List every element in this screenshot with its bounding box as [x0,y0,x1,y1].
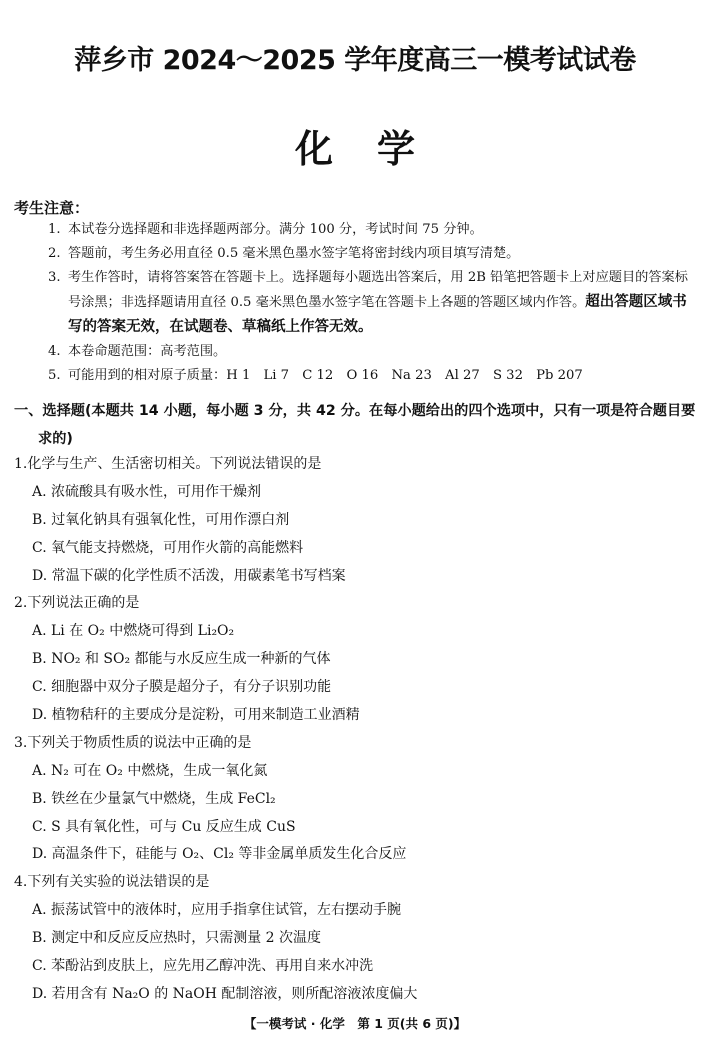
answer-option: A. 振荡试管中的液体时，应用手指拿住试管，左右摆动手腕 [32,902,402,919]
answer-option: C. 细胞器中双分子膜是超分子，有分子识别功能 [32,679,332,696]
question [14,730,698,869]
notice-number: 2. [48,246,61,261]
subject-title: 化学 [294,127,459,171]
question-list [14,451,698,1009]
question [14,590,698,729]
notice-text: 本试卷分选择题和非选择题两部分。满分 100 分，考试时间 75 分钟。 [68,222,483,237]
answer-option: C. 苯酚沾到皮肤上，应先用乙醇冲洗、再用自来水冲洗 [32,958,374,975]
answer-option: B. 测定中和反应反应热时，只需测量 2 次温度 [32,930,321,947]
notice-item [48,266,698,340]
exam-title: 萍乡市 2024～2025 学年度高三一模考试试卷 [74,45,636,76]
answer-option: B. 过氧化钠具有强氧化性，可用作漂白剂 [32,511,290,528]
question [14,451,698,590]
question-stem: 1.化学与生产、生活密切相关。下列说法错误的是 [14,456,322,472]
answer-option: B. 铁丝在少量氯气中燃烧，生成 FeCl₂ [32,790,276,807]
answer-option: A. 浓硫酸具有吸水性，可用作干燥剂 [32,483,262,500]
notice-heading: 考生注意： [14,199,90,217]
section-heading [14,397,698,453]
question-stem: 2.下列说法正确的是 [14,595,140,612]
notice-list [48,218,698,388]
notice-number: 4. [48,344,61,359]
notice-item [48,340,698,364]
answer-option: D. 若用含有 Na₂O 的 NaOH 配制溶液，则所配溶液浓度偏大 [32,985,418,1002]
notice-item [48,364,698,388]
answer-option: C. 氧气能支持燃烧，可用作火箭的高能燃料 [32,539,304,556]
notice-number: 1. [48,222,61,237]
answer-option: D. 植物秸秆的主要成分是淀粉，可用来制造工业酒精 [32,707,360,724]
notice-text: 本卷命题范围：高考范围。 [68,344,227,359]
notice-text: 答题前，考生务必用直径 0.5 毫米黑色墨水签字笔将密封线内项目填写清楚。 [68,246,520,261]
answer-option: D. 常温下碳的化学性质不活泼，用碳素笔书写档案 [32,567,346,584]
answer-option: A. N₂ 可在 O₂ 中燃烧，生成一氧化氮 [32,762,268,779]
question-stem: 3.下列关于物质性质的说法中正确的是 [14,734,252,751]
section-heading-line: 一、选择题(本题共 14 小题，每小题 3 分，共 42 分。在每小题给出的四个选项中，只有一项是符合题目要 [14,403,696,419]
notice-text: 考生作答时，请将答案答在答题卡上。选择题每小题选出答案后，用 2B 铅笔把答题卡上对应题目的答案标号涂黑；非选择题请用直径 0.5 毫米黑色墨水签字笔在答题卡上各题的答题区域内作答。 [68,270,688,310]
notice-text-block [68,266,698,340]
notice-number: 5. [48,368,61,383]
answer-option: A. Li 在 O₂ 中燃烧可得到 Li₂O₂ [32,623,235,640]
notice-warning: 超出答题区域书写的答案无效，在试题卷、草稿纸上作答无效。 [68,294,687,335]
section-heading-continuation: 求的) [38,431,73,447]
answer-option: C. S 具有氧化性，可与 Cu 反应生成 CuS [32,818,296,835]
notice-item [48,218,698,242]
notice-text: 可能用到的相对原子质量：H 1 Li 7 C 12 O 16 Na 23 Al 27 S 32 Pb 207 [68,368,583,383]
page-footer: 【一模考试 · 化学 第 1 页(共 6 页)】 [243,1016,467,1031]
answer-option: B. NO₂ 和 SO₂ 都能与水反应生成一种新的气体 [32,651,331,668]
question-stem: 4.下列有关实验的说法错误的是 [14,874,210,891]
notice-number: 3. [48,270,61,285]
answer-option: D. 高温条件下，硅能与 O₂、Cl₂ 等非金属单质发生化合反应 [32,846,407,863]
question [14,869,698,1008]
notice-item [48,242,698,266]
